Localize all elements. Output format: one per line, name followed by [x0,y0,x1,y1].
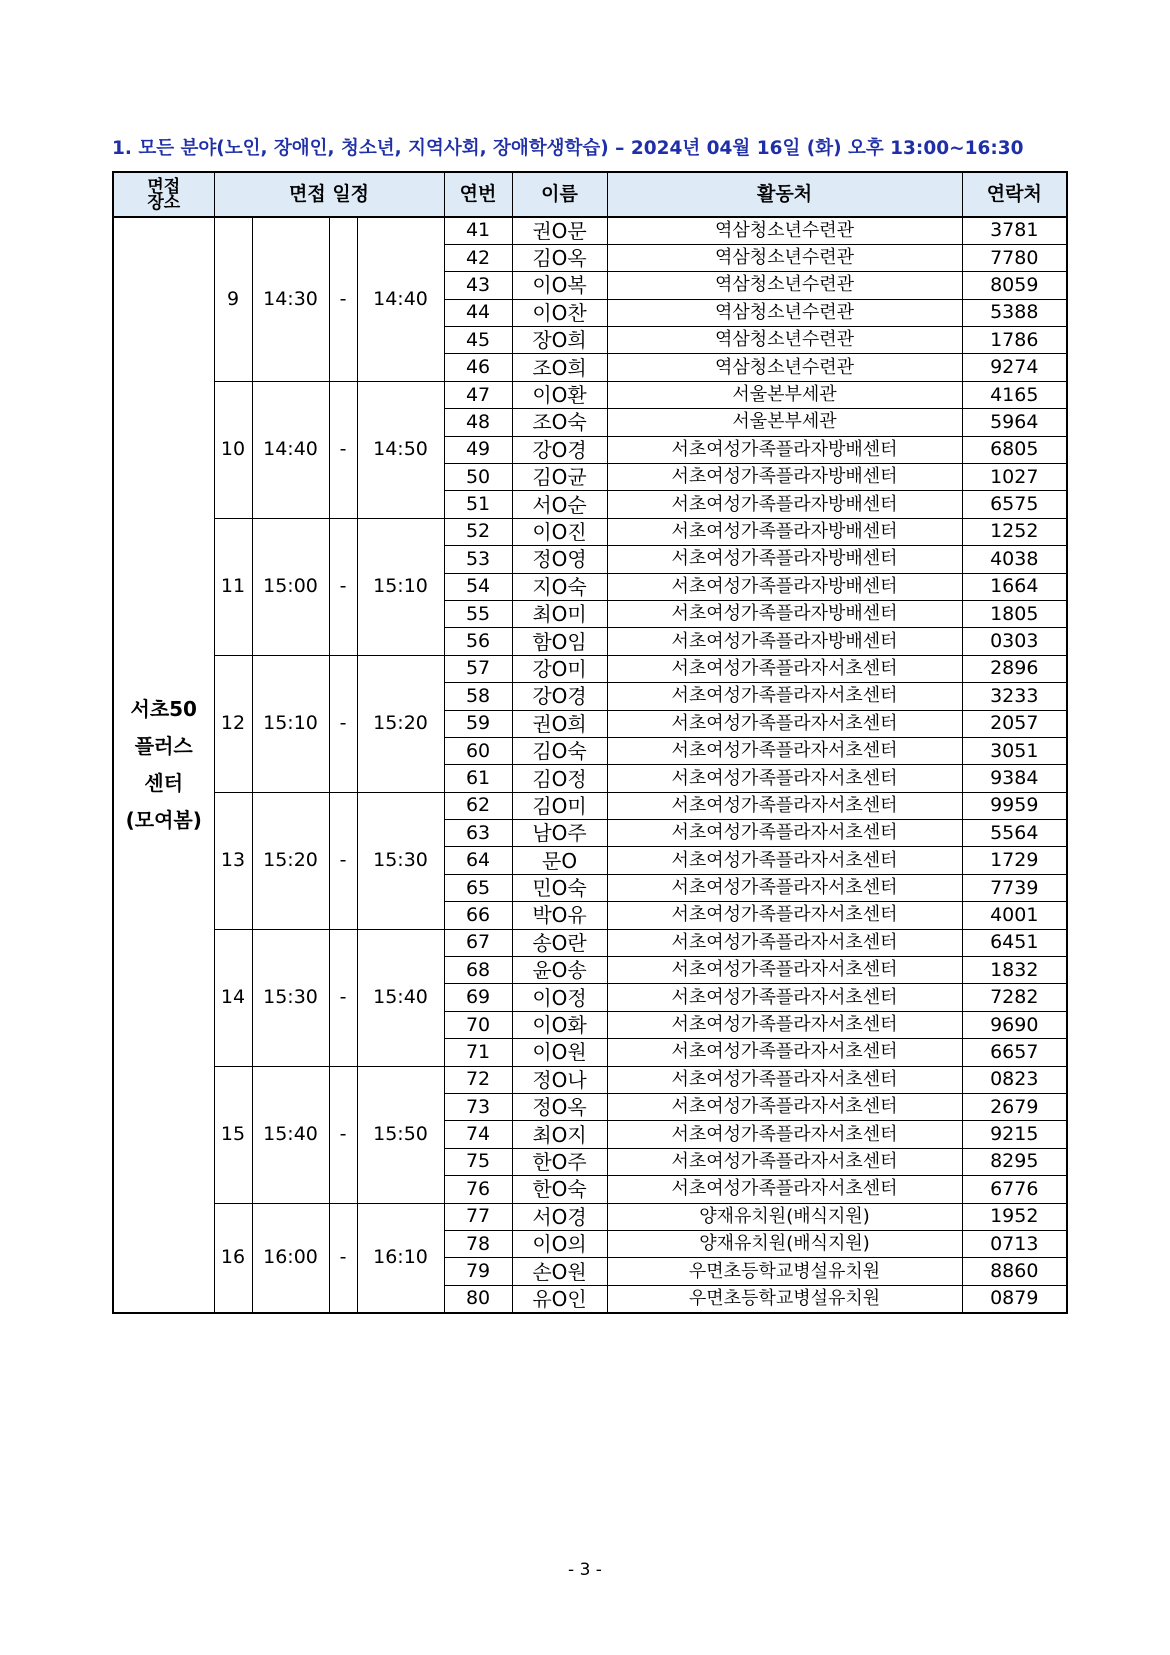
name-cell: 남O주 [512,820,607,847]
name-cell: 이O복 [512,272,607,299]
serial-number-cell: 44 [444,299,512,326]
dash-cell: - [329,1066,357,1203]
serial-number-cell: 69 [444,984,512,1011]
serial-number-cell: 55 [444,600,512,627]
name-cell: 서O경 [512,1203,607,1230]
group-number-cell: 12 [214,655,252,792]
start-time-cell: 16:00 [252,1203,329,1313]
serial-number-cell: 77 [444,1203,512,1230]
serial-number-cell: 80 [444,1285,512,1312]
serial-number-cell: 57 [444,655,512,682]
serial-number-cell: 54 [444,573,512,600]
serial-number-cell: 68 [444,957,512,984]
name-cell: 최O지 [512,1121,607,1148]
name-cell: 지O숙 [512,573,607,600]
place-cell: 서초여성가족플라자서초센터 [607,1039,962,1066]
place-cell: 서초여성가족플라자방배센터 [607,573,962,600]
dash-cell: - [329,655,357,792]
group-number-cell: 14 [214,929,252,1066]
name-cell: 이O의 [512,1230,607,1257]
place-cell: 역삼청소년수련관 [607,354,962,381]
place-cell: 서초여성가족플라자서초센터 [607,1094,962,1121]
serial-number-cell: 63 [444,820,512,847]
table-row [113,929,1067,956]
place-cell: 역삼청소년수련관 [607,244,962,271]
section-heading: 1. 모든 분야(노인, 장애인, 청소년, 지역사회, 장애학생학습) – 2024년 04월 16일 (화) 오후 13:00~16:30 [112,138,1024,159]
contact-cell: 7780 [962,244,1067,271]
name-cell: 이O정 [512,984,607,1011]
name-cell: 서O순 [512,491,607,518]
contact-cell: 7282 [962,984,1067,1011]
interview-schedule-table [112,171,1068,1314]
place-cell: 우면초등학교병설유치원 [607,1258,962,1285]
table-row [113,1066,1067,1093]
end-time-cell: 15:10 [357,518,444,655]
name-cell: 권O문 [512,217,607,244]
group-number-cell: 11 [214,518,252,655]
dash-cell: - [329,1203,357,1313]
place-cell: 역삼청소년수련관 [607,217,962,244]
contact-cell: 2896 [962,655,1067,682]
serial-number-cell: 45 [444,327,512,354]
name-cell: 김O숙 [512,737,607,764]
name-cell: 손O원 [512,1258,607,1285]
place-cell: 서초여성가족플라자방배센터 [607,464,962,491]
start-time-cell: 15:30 [252,929,329,1066]
name-cell: 조O숙 [512,409,607,436]
group-number-cell: 13 [214,792,252,929]
group-number-cell: 9 [214,217,252,381]
group-number-cell: 10 [214,381,252,518]
serial-number-cell: 70 [444,1011,512,1038]
contact-cell: 8295 [962,1148,1067,1175]
name-cell: 이O환 [512,381,607,408]
end-time-cell: 14:40 [357,217,444,381]
dash-cell: - [329,792,357,929]
dash-cell: - [329,381,357,518]
name-cell: 이O원 [512,1039,607,1066]
header-schedule: 면접 일정 [214,172,444,217]
serial-number-cell: 61 [444,765,512,792]
name-cell: 이O화 [512,1011,607,1038]
serial-number-cell: 42 [444,244,512,271]
contact-cell: 1729 [962,847,1067,874]
dash-cell: - [329,518,357,655]
dash-cell: - [329,929,357,1066]
name-cell: 정O옥 [512,1094,607,1121]
name-cell: 김O균 [512,464,607,491]
serial-number-cell: 74 [444,1121,512,1148]
serial-number-cell: 41 [444,217,512,244]
serial-number-cell: 79 [444,1258,512,1285]
serial-number-cell: 78 [444,1230,512,1257]
name-cell: 한O주 [512,1148,607,1175]
contact-cell: 0823 [962,1066,1067,1093]
contact-cell: 9384 [962,765,1067,792]
start-time-cell: 15:10 [252,655,329,792]
contact-cell: 4038 [962,546,1067,573]
contact-cell: 3781 [962,217,1067,244]
contact-cell: 5388 [962,299,1067,326]
serial-number-cell: 52 [444,518,512,545]
end-time-cell: 15:40 [357,929,444,1066]
place-cell: 서초여성가족플라자서초센터 [607,1066,962,1093]
place-cell: 서울본부세관 [607,381,962,408]
place-cell: 역삼청소년수련관 [607,327,962,354]
serial-number-cell: 59 [444,710,512,737]
place-cell: 서초여성가족플라자서초센터 [607,1176,962,1203]
name-cell: 유O인 [512,1285,607,1312]
contact-cell: 1832 [962,957,1067,984]
table-header-row [113,172,1067,217]
serial-number-cell: 53 [444,546,512,573]
name-cell: 김O미 [512,792,607,819]
contact-cell: 6575 [962,491,1067,518]
contact-cell: 1664 [962,573,1067,600]
place-cell: 서초여성가족플라자서초센터 [607,765,962,792]
place-cell: 서초여성가족플라자서초센터 [607,874,962,901]
serial-number-cell: 49 [444,436,512,463]
name-cell: 송O란 [512,929,607,956]
start-time-cell: 15:20 [252,792,329,929]
place-cell: 서초여성가족플라자서초센터 [607,847,962,874]
place-cell: 서초여성가족플라자서초센터 [607,1148,962,1175]
name-cell: 조O희 [512,354,607,381]
place-cell: 서초여성가족플라자서초센터 [607,737,962,764]
end-time-cell: 16:10 [357,1203,444,1313]
name-cell: 장O희 [512,327,607,354]
end-time-cell: 15:20 [357,655,444,792]
serial-number-cell: 51 [444,491,512,518]
name-cell: 이O찬 [512,299,607,326]
serial-number-cell: 72 [444,1066,512,1093]
name-cell: 정O영 [512,546,607,573]
place-cell: 서울본부세관 [607,409,962,436]
place-cell: 양재유치원(배식지원) [607,1203,962,1230]
place-cell: 서초여성가족플라자서초센터 [607,902,962,929]
table-row [113,381,1067,408]
place-cell: 서초여성가족플라자방배센터 [607,600,962,627]
name-cell: 권O희 [512,710,607,737]
serial-number-cell: 75 [444,1148,512,1175]
serial-number-cell: 67 [444,929,512,956]
contact-cell: 6805 [962,436,1067,463]
contact-cell: 1786 [962,327,1067,354]
place-cell: 서초여성가족플라자방배센터 [607,628,962,655]
contact-cell: 6776 [962,1176,1067,1203]
place-cell: 서초여성가족플라자서초센터 [607,1121,962,1148]
serial-number-cell: 48 [444,409,512,436]
place-cell: 서초여성가족플라자서초센터 [607,1011,962,1038]
contact-cell: 1805 [962,600,1067,627]
contact-cell: 9959 [962,792,1067,819]
contact-cell: 6451 [962,929,1067,956]
name-cell: 최O미 [512,600,607,627]
contact-cell: 5564 [962,820,1067,847]
place-cell: 역삼청소년수련관 [607,299,962,326]
contact-cell: 9215 [962,1121,1067,1148]
name-cell: 정O나 [512,1066,607,1093]
header-contact: 연락처 [962,172,1067,217]
end-time-cell: 14:50 [357,381,444,518]
header-name: 이름 [512,172,607,217]
contact-cell: 4001 [962,902,1067,929]
place-cell: 서초여성가족플라자서초센터 [607,820,962,847]
name-cell: 윤O송 [512,957,607,984]
place-cell: 서초여성가족플라자방배센터 [607,518,962,545]
name-cell: 김O정 [512,765,607,792]
place-cell: 양재유치원(배식지원) [607,1230,962,1257]
name-cell: 민O숙 [512,874,607,901]
serial-number-cell: 47 [444,381,512,408]
contact-cell: 0713 [962,1230,1067,1257]
name-cell: 한O숙 [512,1176,607,1203]
start-time-cell: 15:40 [252,1066,329,1203]
contact-cell: 9690 [962,1011,1067,1038]
table-body [113,217,1067,1313]
contact-cell: 2057 [962,710,1067,737]
table-row [113,1203,1067,1230]
serial-number-cell: 56 [444,628,512,655]
serial-number-cell: 58 [444,683,512,710]
place-cell: 우면초등학교병설유치원 [607,1285,962,1312]
table-row [113,217,1067,244]
location-cell: 서초50 플러스 센터 (모여봄) [113,217,214,1313]
contact-cell: 2679 [962,1094,1067,1121]
start-time-cell: 14:40 [252,381,329,518]
serial-number-cell: 76 [444,1176,512,1203]
page-number: - 3 - [568,1560,602,1580]
place-cell: 서초여성가족플라자서초센터 [607,792,962,819]
place-cell: 서초여성가족플라자서초센터 [607,683,962,710]
table-row [113,655,1067,682]
header-place: 활동처 [607,172,962,217]
place-cell: 서초여성가족플라자서초센터 [607,957,962,984]
end-time-cell: 15:50 [357,1066,444,1203]
name-cell: 강O경 [512,436,607,463]
contact-cell: 1252 [962,518,1067,545]
group-number-cell: 16 [214,1203,252,1313]
contact-cell: 9274 [962,354,1067,381]
name-cell: 박O유 [512,902,607,929]
table-row [113,792,1067,819]
contact-cell: 1027 [962,464,1067,491]
serial-number-cell: 65 [444,874,512,901]
serial-number-cell: 71 [444,1039,512,1066]
name-cell: 강O경 [512,683,607,710]
name-cell: 문O [512,847,607,874]
table-row [113,518,1067,545]
place-cell: 서초여성가족플라자서초센터 [607,929,962,956]
serial-number-cell: 60 [444,737,512,764]
serial-number-cell: 62 [444,792,512,819]
serial-number-cell: 46 [444,354,512,381]
name-cell: 이O진 [512,518,607,545]
header-number: 연번 [444,172,512,217]
contact-cell: 3051 [962,737,1067,764]
end-time-cell: 15:30 [357,792,444,929]
serial-number-cell: 66 [444,902,512,929]
place-cell: 서초여성가족플라자서초센터 [607,984,962,1011]
place-cell: 서초여성가족플라자방배센터 [607,491,962,518]
contact-cell: 4165 [962,381,1067,408]
name-cell: 강O미 [512,655,607,682]
contact-cell: 0879 [962,1285,1067,1312]
name-cell: 함O임 [512,628,607,655]
contact-cell: 5964 [962,409,1067,436]
group-number-cell: 15 [214,1066,252,1203]
contact-cell: 7739 [962,874,1067,901]
contact-cell: 0303 [962,628,1067,655]
contact-cell: 8059 [962,272,1067,299]
header-location: 면접 장소 [113,172,214,217]
contact-cell: 6657 [962,1039,1067,1066]
place-cell: 서초여성가족플라자서초센터 [607,710,962,737]
start-time-cell: 14:30 [252,217,329,381]
serial-number-cell: 50 [444,464,512,491]
serial-number-cell: 43 [444,272,512,299]
name-cell: 김O옥 [512,244,607,271]
contact-cell: 8860 [962,1258,1067,1285]
serial-number-cell: 64 [444,847,512,874]
dash-cell: - [329,217,357,381]
place-cell: 역삼청소년수련관 [607,272,962,299]
contact-cell: 1952 [962,1203,1067,1230]
serial-number-cell: 73 [444,1094,512,1121]
start-time-cell: 15:00 [252,518,329,655]
place-cell: 서초여성가족플라자서초센터 [607,655,962,682]
place-cell: 서초여성가족플라자방배센터 [607,436,962,463]
place-cell: 서초여성가족플라자방배센터 [607,546,962,573]
contact-cell: 3233 [962,683,1067,710]
